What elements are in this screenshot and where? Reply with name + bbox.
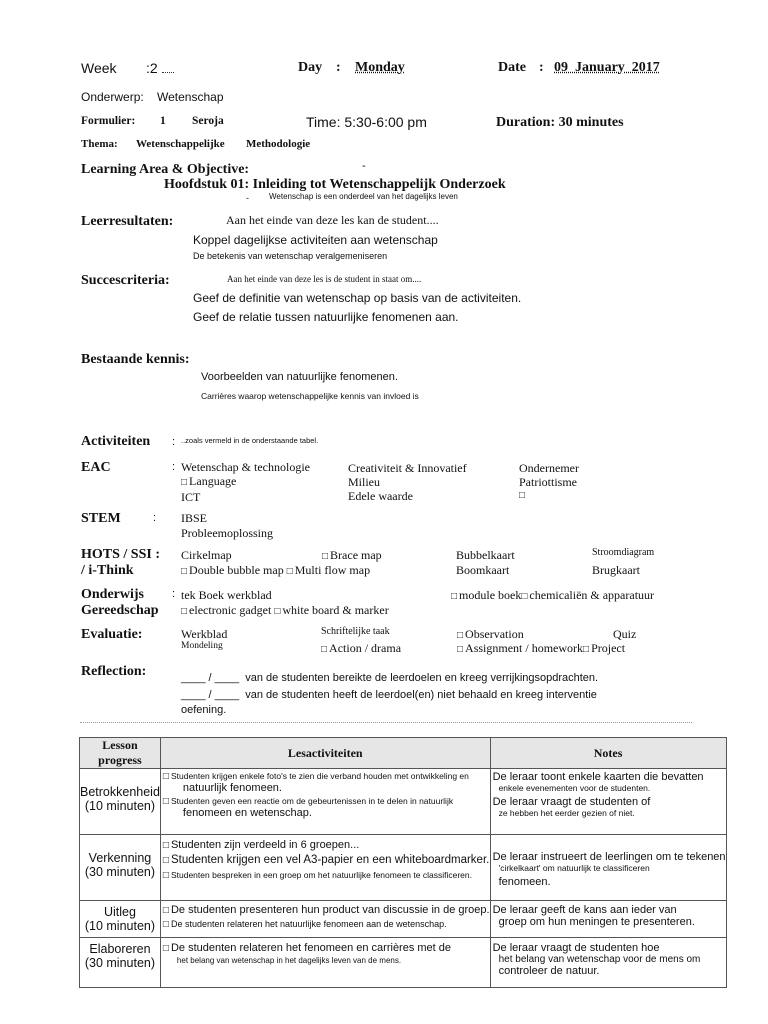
note-line: De leraar vraagt de studenten of [492, 796, 651, 808]
stage-cell [80, 769, 161, 835]
notes-cell [490, 835, 726, 901]
evaluation-item: Werkblad [181, 627, 228, 641]
note-line: groep om hun meningen te presenteren. [498, 916, 695, 928]
eac-colon: : [172, 461, 176, 473]
objective-chapter: Hoofdstuk 01: Inleiding tot Wetenschappelijk Onderzoek [164, 177, 506, 192]
checkbox-icon[interactable]: □ [162, 870, 169, 881]
notes-cell [490, 769, 726, 835]
hots-item: Cirkelmap [181, 548, 232, 562]
header-lesson-progress: Lesson progress [80, 738, 161, 769]
evaluation-item: Mondeling [181, 641, 223, 651]
checkbox-icon[interactable]: □ [286, 566, 293, 577]
checkbox-icon[interactable]: □ [162, 840, 169, 851]
table-header-row [80, 738, 727, 769]
reflection-label: Reflection: [81, 664, 147, 679]
objective-sub-dash: - [246, 193, 249, 203]
stem-label: STEM [81, 511, 121, 526]
note-line: enkele evenementen voor de studenten. [498, 783, 651, 793]
reflection-line-1: ____ / ____ van de studenten bereikte de leerdoelen en kreeg verrijkingsopdrachten. [181, 672, 599, 684]
knowledge-item-2: Carrières waarop wetenschappelijke kennis van invloed is [201, 391, 419, 401]
eac-item: Creativiteit & Innovatief [348, 461, 467, 475]
table-row [80, 769, 727, 835]
hots-item: Brugkaart [592, 563, 640, 577]
objective-label: Learning Area & Objective: [81, 162, 250, 177]
hots-item: Bubbelkaart [456, 548, 515, 562]
header-notes: Notes [490, 738, 726, 769]
activities-cell [160, 901, 490, 938]
subject-value: Wetenschap [157, 90, 224, 104]
activity-line: □ De studenten relateren het fenomeen en carrières met de [162, 942, 452, 954]
eac-item: □ Language [181, 474, 237, 488]
stage-duration: (30 minuten) [84, 956, 156, 970]
activities-label: Activiteiten [81, 434, 151, 449]
stem-item: IBSE [181, 511, 208, 525]
eac-column-1 [181, 460, 310, 504]
hots-item: Boomkaart [456, 563, 510, 577]
theme-label: Thema: [81, 138, 118, 150]
checkbox-icon[interactable]: □ [457, 644, 464, 655]
activities-cell [160, 835, 490, 901]
activity-line: □ Studenten krijgen een vel A3-papier en een whiteboardmarker. [162, 854, 490, 866]
outcomes-intro: Aan het einde van deze les kan de student.... [226, 213, 439, 227]
eac-column-3 [519, 461, 579, 503]
activity-line: □ Studenten zijn verdeeld in 6 groepen... [162, 839, 360, 851]
tools-item: tek Boek werkblad [181, 588, 272, 602]
week-value: :2 [146, 60, 174, 76]
activities-cell [160, 769, 490, 835]
stage-name: Verkenning [88, 851, 152, 865]
note-line: fenomeen. [498, 876, 551, 888]
eac-item: Edele waarde [348, 489, 413, 503]
knowledge-label: Bestaande kennis: [81, 352, 190, 367]
stem-items [181, 511, 273, 541]
divider [80, 722, 692, 723]
checkbox-icon[interactable]: □ [519, 490, 526, 501]
activity-line: het belang van wetenschap in het dagelijks leven van de mens. [176, 956, 402, 965]
checkbox-icon[interactable]: □ [451, 591, 458, 602]
eac-item: Milieu [348, 475, 380, 489]
eac-item: Patriottisme [519, 475, 577, 489]
criteria-label: Succescriteria: [81, 273, 170, 288]
day-value: Monday [355, 60, 405, 75]
criteria-item-2: Geef de relatie tussen natuurlijke fenomenen aan. [193, 310, 459, 324]
activity-line: fenomeen en wetenschap. [182, 807, 312, 819]
hots-item: Stroomdiagram [592, 547, 655, 558]
date-colon: : [539, 60, 544, 75]
hots-item: □ Double bubble map □ Multi flow map [181, 563, 371, 577]
week-label: Week [81, 60, 117, 76]
note-line: De leraar geeft de kans aan ieder van [492, 904, 677, 916]
table-row [80, 901, 727, 938]
objective-dash: - [362, 160, 366, 172]
stem-item: Probleemoplossing [181, 526, 273, 540]
stage-cell [80, 938, 161, 988]
activities-value: ..zoals vermeld in de onderstaande tabel. [181, 436, 319, 445]
eac-item: ICT [181, 490, 201, 504]
criteria-intro: Aan het einde van deze les is de student in staat om.... [227, 274, 422, 284]
checkbox-icon[interactable]: □ [521, 591, 528, 602]
note-line: De leraar instrueert de leerlingen om te tekenen [492, 851, 726, 863]
reflection-lines [181, 670, 598, 716]
eac-column-2 [348, 461, 467, 503]
checkbox-icon[interactable]: □ [162, 943, 169, 954]
note-line: controleer de natuur. [498, 965, 600, 977]
activity-line: □ Studenten bespreken in een groep om het natuurlijke fenomeen te classificeren. [162, 870, 472, 881]
day-label: Day [298, 60, 323, 75]
stage-cell [80, 835, 161, 901]
evaluation-item: Schriftelijke taak [321, 626, 390, 637]
checkbox-icon[interactable]: □ [321, 644, 328, 655]
checkbox-icon[interactable]: □ [322, 551, 329, 562]
header-activities: Lesactiviteiten [160, 738, 490, 769]
stage-name: Betrokkenheid [80, 785, 160, 799]
tools-item: □ module boek□ chemicaliën & apparatuur [451, 588, 655, 602]
table-row [80, 835, 727, 901]
checkbox-icon[interactable]: □ [181, 477, 188, 488]
checkbox-icon[interactable]: □ [181, 606, 188, 617]
evaluation-item: □ Action / drama [321, 641, 402, 655]
checkbox-icon[interactable]: □ [583, 644, 590, 655]
notes-cell [490, 901, 726, 938]
eac-label: EAC [81, 460, 111, 475]
reflection-line-2: ____ / ____ van de studenten heeft de leerdoel(en) niet behaald en kreeg interventie [181, 689, 597, 701]
evaluation-label: Evaluatie: [81, 627, 143, 642]
activity-line: □ De studenten presenteren hun product van discussie in de groep. [162, 904, 490, 916]
stage-duration: (30 minuten) [84, 865, 156, 879]
outcomes-label: Leerresultaten: [81, 214, 174, 229]
activity-line: □ Studenten geven een reactie om de gebeurtenissen in te delen in natuurlijk [162, 796, 454, 807]
tools-label: Onderwijs Gereedschap [81, 587, 159, 618]
stem-colon: : [153, 512, 157, 524]
checkbox-icon[interactable]: □ [162, 796, 169, 807]
note-line: ze hebben het eerder gezien of niet. [498, 808, 635, 818]
form-value: 1 [160, 115, 166, 127]
evaluation-item: □ Observation [457, 627, 524, 641]
checkbox-icon[interactable]: □ [162, 771, 169, 782]
time-value: Time: 5:30-6:00 pm [306, 114, 427, 130]
checkbox-icon[interactable]: □ [274, 606, 281, 617]
checkbox-icon[interactable]: □ [162, 855, 169, 866]
activities-colon: : [172, 436, 176, 448]
activity-line: □ De studenten relateren het natuurlijke fenomeen aan de wetenschap. [162, 919, 447, 930]
criteria-item-1: Geef de definitie van wetenschap op basis van de activiteiten. [193, 291, 522, 305]
hots-item: □ Brace map [322, 548, 382, 562]
note-line: De leraar toont enkele kaarten die bevatten [492, 771, 704, 783]
knowledge-item-1: Voorbeelden van natuurlijke fenomenen. [201, 371, 398, 383]
stage-name: Elaboreren [89, 942, 151, 956]
subject-label: Onderwerp: [81, 90, 144, 104]
checkbox-icon[interactable]: □ [457, 630, 464, 641]
stage-cell [80, 901, 161, 938]
stage-duration: (10 minuten) [84, 799, 156, 813]
evaluation-item: Quiz [613, 627, 637, 641]
stage-duration: (10 minuten) [84, 919, 156, 933]
note-line: 'cirkelkaart' om natuurlijk te classificeren [498, 863, 650, 873]
theme-value-1: Wetenschappelijke [136, 138, 225, 150]
day-colon: : [336, 60, 341, 75]
table-row [80, 938, 727, 988]
tools-colon: : [172, 588, 176, 600]
class-value: Seroja [192, 115, 224, 127]
checkbox-icon[interactable]: □ [162, 905, 169, 916]
notes-cell [490, 938, 726, 988]
outcomes-item-1: Koppel dagelijkse activiteiten aan wetenschap [193, 233, 438, 247]
form-label: Formulier: [81, 115, 136, 127]
duration-value: Duration: 30 minutes [496, 115, 624, 130]
activity-line: natuurlijk fenomeen. [182, 782, 282, 794]
objective-sub: Wetenschap is een onderdeel van het dagelijks leven [269, 192, 458, 201]
evaluation-item: □ Assignment / homework□ Project [457, 641, 626, 655]
outcomes-item-2: De betekenis van wetenschap veralgemeniseren [193, 251, 388, 261]
stage-name: Uitleg [103, 905, 136, 919]
reflection-line-3: oefening. [181, 704, 227, 716]
note-line: het belang van wetenschap voor de mens om [498, 954, 701, 965]
checkbox-icon[interactable]: □ [181, 566, 188, 577]
activities-cell [160, 938, 490, 988]
theme-value-2: Methodologie [246, 138, 311, 150]
date-label: Date [498, 60, 526, 75]
lesson-table [79, 737, 727, 988]
eac-item: Ondernemer [519, 461, 579, 475]
hots-label: HOTS / SSI : / i-Think [81, 547, 160, 578]
eac-item: Wetenschap & technologie [181, 460, 310, 474]
checkbox-icon[interactable]: □ [162, 919, 169, 930]
tools-item: □ electronic gadget □ white board & marker [181, 603, 389, 617]
activity-line: □ Studenten krijgen enkele foto's te zien die verband houden met ontwikkeling en [162, 771, 469, 782]
date-value: 09 January 2017 [554, 60, 660, 75]
note-line: De leraar vraagt de studenten hoe [492, 942, 660, 954]
